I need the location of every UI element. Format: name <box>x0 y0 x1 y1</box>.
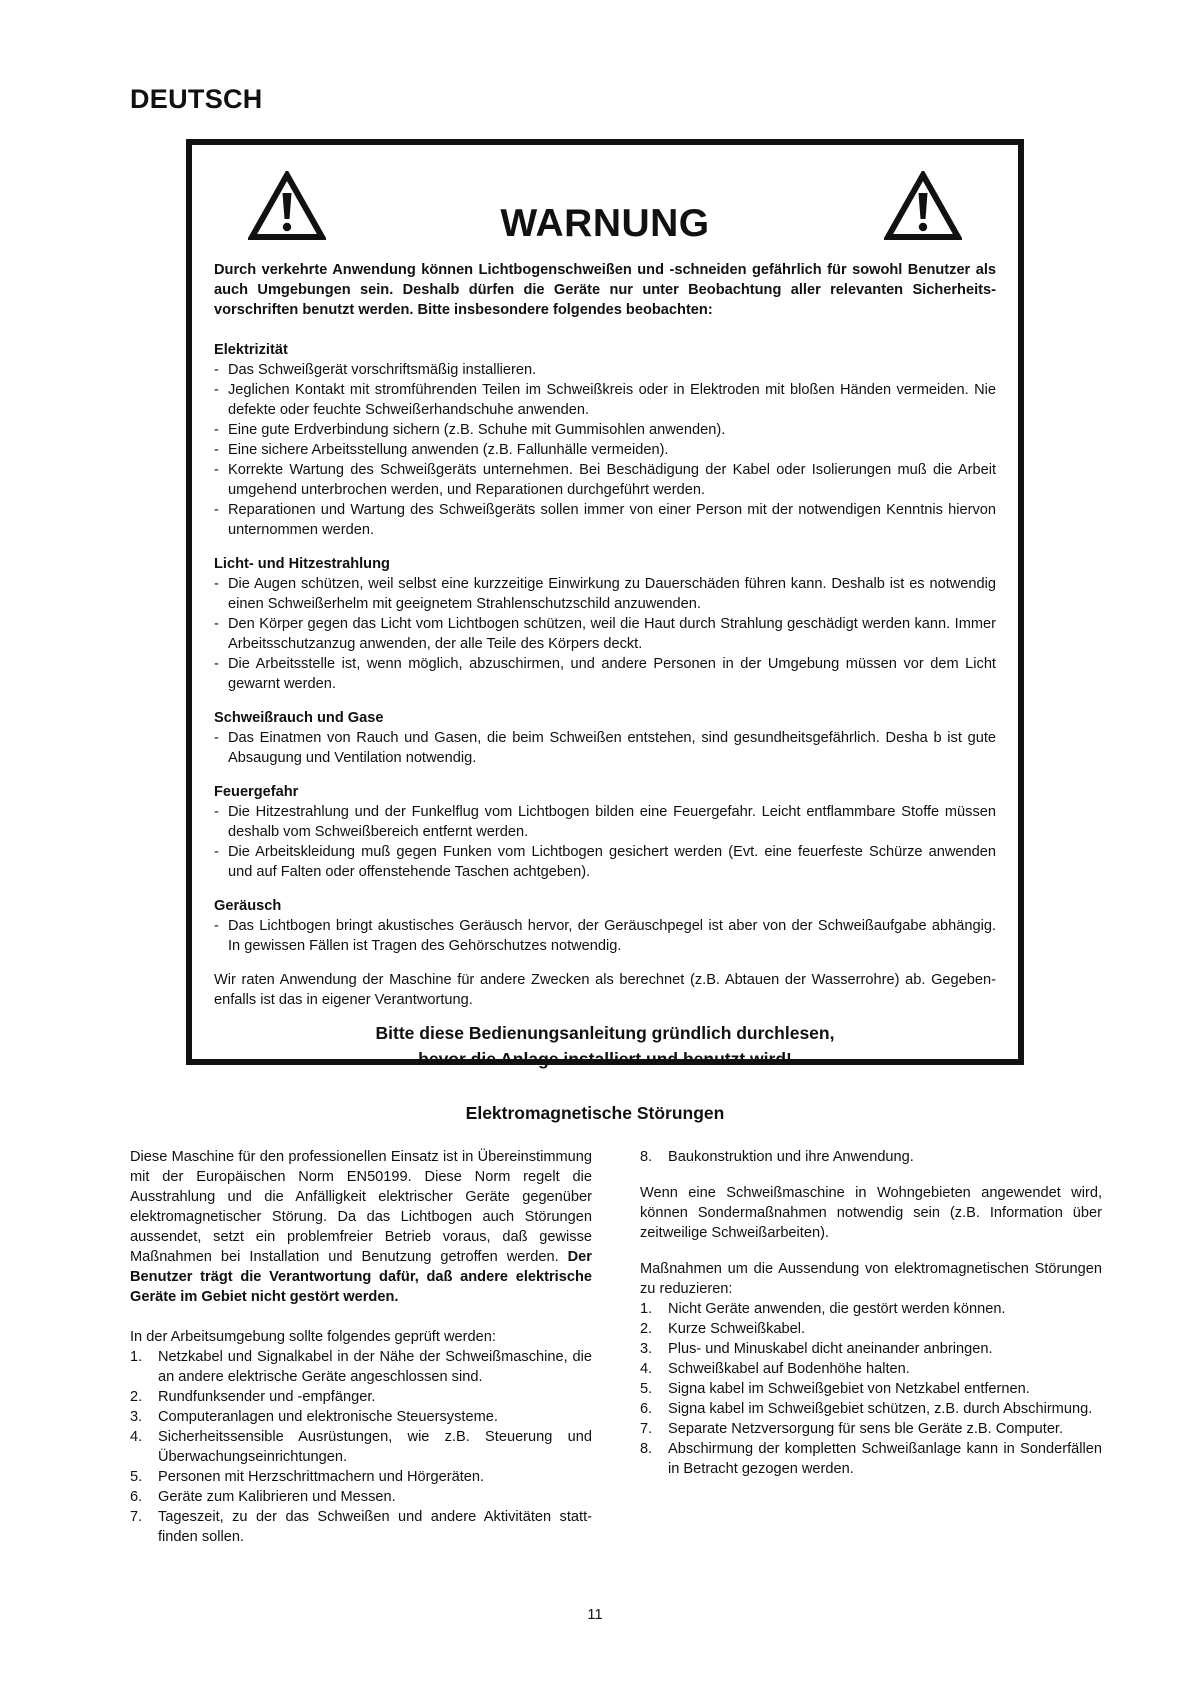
list-item: 1. Nicht Geräte anwenden, die gestört werden können. <box>640 1301 1006 1317</box>
list-item: 5. Personen mit Herzschrittmachern und Hörgeräten. <box>130 1469 485 1485</box>
list-item: 1. Netzkabel und Signalkabel in der Nähe der Schweißmaschine, die an andere elektrische Geräte angeschlossen sind. <box>130 1349 592 1385</box>
list-item: - Reparationen und Wartung des Schweißgeräts sollen immer von einer Person mit der notwendigen Kenntnis hiervon unternommen werden. <box>214 500 996 540</box>
bullet-list <box>214 728 996 768</box>
emc-intro-text: Diese Maschine für den professionellen Einsatz ist in Übereinstimmung mit der Europäischen Norm EN50199. Diese Norm regelt die Ausstrahlung und die Anfälligkeit elektrischer Geräte gegenüber elektromagnetischer Störung. Da das Lichtbogen auch Störungen aussendet, setzt ein problemfreier Betrieb voraus, daß gewisse Maßnahmen bei Installation und Benutzung getroffen werden. <box>130 1149 592 1265</box>
section-electricity <box>214 340 996 540</box>
section-title: Schweißrauch und Gase <box>214 710 384 726</box>
emphasis-line: bevor die Anlage installiert und benutzt wird! <box>418 1049 792 1069</box>
list-item: 4. Sicherheitssensible Ausrüstungen, wie z.B. Steuerung und Überwachungseinrichtungen. <box>130 1429 592 1465</box>
language-heading: DEUTSCH <box>130 84 263 114</box>
list-item: 3. Plus- und Minuskabel dicht aneinander anbringen. <box>640 1341 993 1357</box>
list-item: 2. Kurze Schweißkabel. <box>640 1321 806 1337</box>
list-item: - Das Einatmen von Rauch und Gasen, die beim Schweißen entstehen, sind gesundheitsgefährlich. Desha b ist gute Absaugung und Ventilation notwendig. <box>214 728 996 768</box>
section-title: Elektrizität <box>214 342 288 358</box>
emphasis-line: Bitte diese Bedienungsanleitung gründlich durchlesen, <box>375 1023 835 1043</box>
section-noise <box>214 896 996 956</box>
bullet-list <box>214 574 996 694</box>
warning-box <box>186 139 1024 1069</box>
list-item: 7. Separate Netzversorgung für sens ble Geräte z.B. Computer. <box>640 1421 1064 1437</box>
list-item: - Die Augen schützen, weil selbst eine kurzzeitige Einwirkung zu Dauerschäden führen kann. Deshalb ist es notwendig einen Schweißerhelm mit geeignetem Strahlenschutzschild anzuwenden. <box>214 574 996 614</box>
warning-triangle-icon <box>884 171 962 241</box>
list-item: - Jeglichen Kontakt mit stromführenden Teilen im Schweißkreis oder in Elektroden mit bloßen Händen vermeiden. Nie defekte oder feuchte Schweißerhandschuhe anwenden. <box>214 380 996 420</box>
list-item: 8. Abschirmung der kompletten Schweißanlage kann in Sonderfällen in Betracht gezogen werden. <box>640 1441 1102 1477</box>
emc-title: Elektromagnetische Störungen <box>465 1103 725 1123</box>
list-item: - Das Schweißgerät vorschriftsmäßig installieren. <box>214 360 996 380</box>
warning-intro: Durch verkehrte Anwendung können Lichtbogenschweißen und -schneiden gefährlich für sowohl Benutzer als auch Umgebungen sein. Deshalb dürfen die Geräte nur unter Beobachtung aller relevanten Sicherheitsvorschriften benutzt werden. Bitte insbesondere folgendes beobachten: <box>214 262 996 318</box>
list-item: - Eine sichere Arbeitsstellung anwenden (z.B. Fallunhälle vermeiden). <box>214 440 996 460</box>
list-item: - Die Arbeitskleidung muß gegen Funken vom Lichtbogen gesichert werden (Evt. eine feuerfeste Schürze anwenden und auf Falten oder offenstehende Taschen achtgeben). <box>214 842 996 882</box>
reduce-list <box>640 1299 1102 1479</box>
check-list-continued <box>640 1147 1102 1167</box>
list-item: - Die Hitzestrahlung und der Funkelflug vom Lichtbogen bilden eine Feuergefahr. Leicht entflammbare Stoffe müssen deshalb vom Schweißbereich entfernt werden. <box>214 802 996 842</box>
warning-emphasis <box>214 1020 996 1072</box>
page-number: 11 <box>587 1607 603 1623</box>
check-intro: In der Arbeitsumgebung sollte folgendes geprüft werden: <box>130 1329 496 1345</box>
check-list <box>130 1347 592 1547</box>
warning-title: WARNUNG <box>500 202 710 245</box>
list-item: 3. Computeranlagen und elektronische Steuersysteme. <box>130 1409 498 1425</box>
emc-left-column <box>130 1147 592 1547</box>
emc-right-column <box>640 1147 1102 1479</box>
list-item: 6. Geräte zum Kalibrieren und Messen. <box>130 1489 396 1505</box>
warning-closing: Wir raten Anwendung der Maschine für andere Zwecken als berechnet (z.B. Abtauen der Wasserrohre) ab. Gegebenenfalls ist das in eigener Verantwortung. <box>214 972 996 1008</box>
list-item: 2. Rundfunksender und -empfänger. <box>130 1389 376 1405</box>
warning-header <box>214 145 996 260</box>
list-item: - Eine gute Erdverbindung sichern (z.B. Schuhe mit Gummisohlen anwenden). <box>214 420 996 440</box>
list-item: 5. Signa kabel im Schweißgebiet von Netzkabel entfernen. <box>640 1381 1030 1397</box>
section-title: Geräusch <box>214 898 282 914</box>
residential-note: Wenn eine Schweißmaschine in Wohngebieten angewendet wird, können Sondermaßnahmen notwendig sein (z.B. Information über zeitweilige Schweißarbeiten). <box>640 1185 1102 1241</box>
list-item: - Den Körper gegen das Licht vom Lichtbogen schützen, weil die Haut durch Strahlung geschädigt werden kann. Immer Arbeitsschutzanzug anwenden, der alle Teile des Körpers deckt. <box>214 614 996 654</box>
section-title: Licht- und Hitzestrahlung <box>214 556 390 572</box>
list-item: - Die Arbeitsstelle ist, wenn möglich, abzuschirmen, und andere Personen in der Umgebung müssen vor dem Licht gewarnt werden. <box>214 654 996 694</box>
section-fire-hazard <box>214 782 996 882</box>
emc-intro <box>130 1147 592 1307</box>
list-item: 6. Signa kabel im Schweißgebiet schützen, z.B. durch Abschirmung. <box>640 1401 1093 1417</box>
bullet-list <box>214 916 996 956</box>
section-title: Feuergefahr <box>214 784 299 800</box>
bullet-list <box>214 360 996 540</box>
list-item: - Das Lichtbogen bringt akustisches Geräusch hervor, der Geräuschpegel ist aber von der Schweißaufgabe abhängig. In gewissen Fällen ist Tragen des Gehörschutzes notwendig. <box>214 916 996 956</box>
bullet-list <box>214 802 996 882</box>
list-item: 8. Baukonstruktion und ihre Anwendung. <box>640 1149 914 1165</box>
section-light-heat <box>214 554 996 694</box>
section-fumes-gases <box>214 708 996 768</box>
list-item: - Korrekte Wartung des Schweißgeräts unternehmen. Bei Beschädigung der Kabel oder Isolierungen muß die Arbeit umgehend unterbrochen werden, und Reparationen durchgeführt werden. <box>214 460 996 500</box>
emc-responsibility-text: Der Benutzer trägt die Verantwortung dafür, daß andere elektrische Geräte im Gebiet nicht gestört werden. <box>130 1249 592 1305</box>
reduce-intro: Maßnahmen um die Aussendung von elektromagnetischen Störungen zu reduzieren: <box>640 1261 1102 1297</box>
list-item: 7. Tageszeit, zu der das Schweißen und andere Aktivitäten stattfinden sollen. <box>130 1509 592 1545</box>
list-item: 4. Schweißkabel auf Bodenhöhe halten. <box>640 1361 910 1377</box>
